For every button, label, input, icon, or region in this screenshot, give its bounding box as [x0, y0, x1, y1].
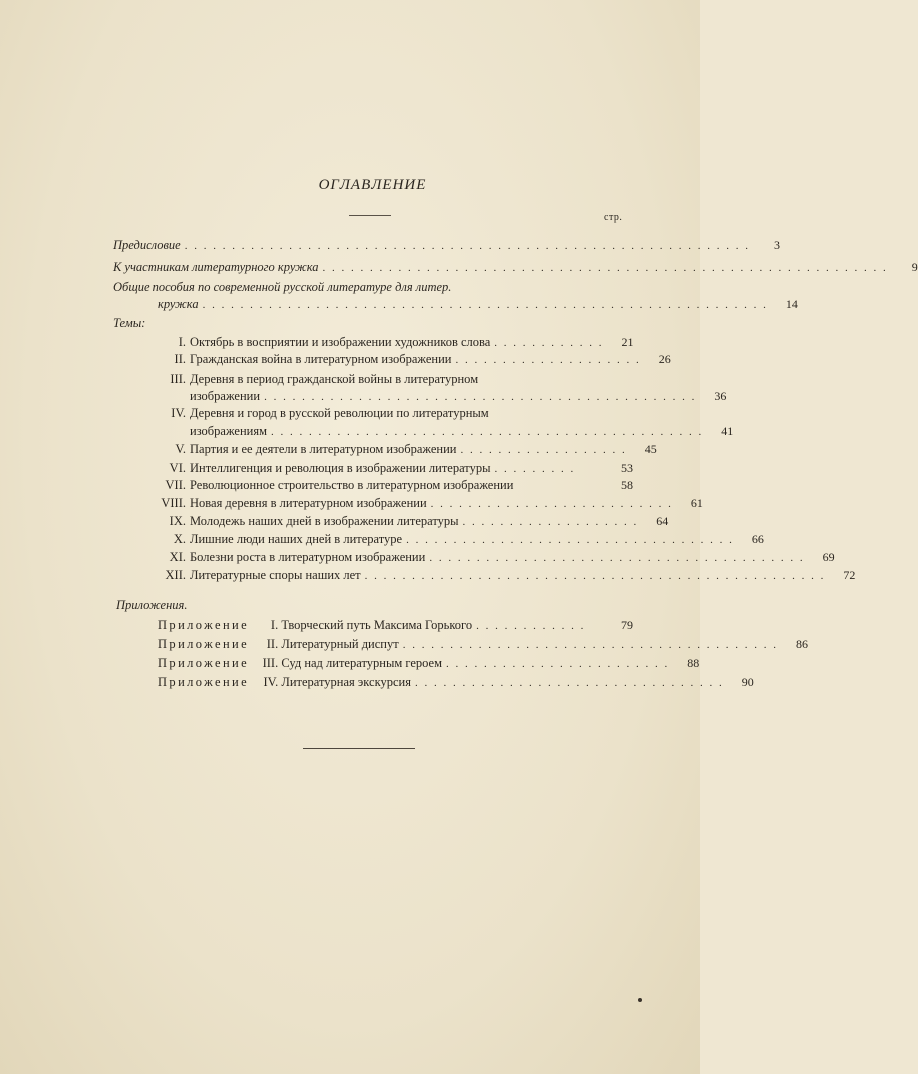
- toc-entry-page: 3: [773, 238, 780, 252]
- toc-entry-text: Партия и ее деятели в литературном изображении: [190, 442, 457, 456]
- toc-entry-text: Литературная экскурсия: [281, 675, 411, 689]
- toc-entry-page: 9: [911, 260, 918, 274]
- toc-entry-text-line1: IV. Деревня и город в русской революции по литературным: [142, 406, 489, 421]
- roman-numeral: II.: [174, 352, 186, 366]
- toc-entry-text: Молодежь наших дней в изображении литературы: [190, 514, 459, 528]
- leader-dots: . . . . . . . . . . . . . . . . . . . . . . . . . . . . . . . . . . . . . . . . . . . . . . . . . . . . . . . . . . . .: [322, 262, 888, 274]
- toc-entry-page: 69: [822, 550, 835, 564]
- leader-dots: . . . . . . . . . . . . . . . . . . . . . . . . . . . . . . . . .: [414, 677, 724, 689]
- leader-dots: . . . . . . . . . . . . . . . . . . .: [462, 516, 639, 528]
- toc-entry-text: Творческий путь Максима Горького: [281, 618, 473, 632]
- roman-numeral: VII.: [165, 478, 186, 492]
- toc-entry[interactable]: [158, 297, 798, 312]
- leader-dots: . . . . . . . . . . . .: [494, 337, 604, 349]
- leader-dots: . . . . . . . . . . . . . . . . . . . . . . . . . . . . . . . . . . . . . . . . . . . . . . . . . . . . . . . . . . . .: [184, 240, 750, 252]
- toc-entry-page: 14: [785, 297, 798, 311]
- toc-entry-text-line2: кружка: [158, 297, 199, 311]
- toc-entry[interactable]: [142, 478, 633, 493]
- leader-dots: . . . . . . . . . . . . . . . . . . . . . . . . . . . . . . . . . . . . . . . .: [429, 552, 805, 564]
- toc-entry-text: Суд над литературным героем: [281, 656, 442, 670]
- toc-entry-page: 61: [690, 496, 703, 510]
- toc-entry[interactable]: [113, 238, 780, 253]
- toc-entry-text: Предисловие: [113, 238, 181, 252]
- toc-entry[interactable]: [158, 618, 633, 633]
- leader-dots: . . . . . . . . .: [494, 463, 576, 475]
- roman-numeral: I.: [178, 335, 186, 349]
- toc-entry-text-line1: III. Деревня в период гражданской войны в литературном: [142, 372, 478, 387]
- leader-dots: . . . . . . . . . . . . . . . . . .: [460, 444, 627, 456]
- toc-entry-page: 88: [687, 656, 700, 670]
- toc-entry[interactable]: [142, 568, 856, 583]
- roman-numeral: IX.: [169, 514, 186, 528]
- toc-entry-page: 26: [658, 352, 671, 366]
- toc-entry-page: 66: [751, 532, 764, 546]
- paper-speck: [638, 998, 642, 1002]
- roman-numeral: I.: [270, 618, 279, 632]
- toc-entry[interactable]: [190, 389, 727, 404]
- toc-entry[interactable]: [142, 496, 703, 511]
- roman-numeral: III.: [170, 372, 186, 386]
- toc-entry-page: 90: [741, 675, 754, 689]
- appendix-heading: Приложения.: [116, 598, 188, 612]
- leader-dots: . . . . . . . . . . . . . . . . . . . . . . . . . . . . . . . . . . .: [406, 534, 734, 546]
- toc-entry-text: Октябрь в восприятии и изображении художников слова: [190, 335, 491, 349]
- roman-numeral: XII.: [165, 568, 186, 582]
- toc-entry-text-line1: Общие пособия по современной русской литературе для литер.: [113, 280, 452, 294]
- toc-entry[interactable]: [158, 637, 808, 652]
- toc-entry-text: Гражданская война в литературном изображении: [190, 352, 452, 366]
- toc-entry-text: Революционное строительство в литературном изображении: [190, 478, 514, 492]
- roman-numeral: XI.: [169, 550, 186, 564]
- roman-numeral: IV.: [263, 675, 279, 689]
- toc-entry[interactable]: [113, 260, 918, 275]
- toc-entry[interactable]: [158, 656, 700, 671]
- toc-entry-text: Лишние люди наших дней в литературе: [190, 532, 403, 546]
- leader-dots: . . . . . . . . . . . . . . . . . . . . . . . . . . . . . . . . . . . . . . . .: [402, 639, 778, 651]
- toc-entry-page: 45: [644, 442, 657, 456]
- toc-entry-page: 64: [656, 514, 669, 528]
- roman-numeral: X.: [173, 532, 186, 546]
- toc-entry-text-line2: изображении: [190, 389, 261, 403]
- toc-entry[interactable]: [142, 335, 633, 350]
- toc-entry[interactable]: [142, 461, 633, 476]
- toc-entry-page: 36: [714, 389, 727, 403]
- toc-entry-text: Болезни роста в литературном изображении: [190, 550, 426, 564]
- toc-entry-page: 21: [621, 335, 634, 349]
- toc-entry-text: Литературный диспут: [281, 637, 399, 651]
- leader-dots: . . . . . . . . . . . . . . . . . . . . . . . .: [446, 658, 670, 670]
- leader-dots: . . . . . . . . . . . . . . . . . . . . . . . . . . . . . . . . . . . . . . . . . . . . . . . . .: [364, 570, 826, 582]
- roman-numeral: III.: [262, 656, 279, 670]
- roman-numeral: VIII.: [161, 496, 186, 510]
- toc-entry[interactable]: [190, 424, 734, 439]
- leader-dots: . . . . . . . . . . . .: [476, 620, 586, 632]
- toc-entry[interactable]: [142, 532, 764, 547]
- appendix-label: Приложение: [158, 675, 250, 689]
- toc-entry-page: 58: [621, 478, 633, 492]
- roman-numeral: V.: [175, 442, 186, 456]
- roman-numeral: IV.: [171, 406, 186, 420]
- toc-entry-page: 86: [795, 637, 808, 651]
- title-rule: [349, 215, 391, 216]
- toc-entry[interactable]: [142, 514, 669, 529]
- appendix-label: Приложение: [158, 656, 250, 670]
- toc-entry-text: Интеллигенция и революция в изображении литературы: [190, 461, 491, 475]
- toc-entry[interactable]: [142, 442, 657, 457]
- leader-dots: . . . . . . . . . . . . . . . . . . . .: [455, 354, 641, 366]
- toc-entry-text: К участникам литературного кружка: [113, 260, 319, 274]
- page-title: ОГЛАВЛЕНИЕ: [318, 177, 427, 193]
- toc-entry-page: 72: [843, 568, 856, 582]
- appendix-label: Приложение: [158, 618, 250, 632]
- toc-entry-page: 53: [621, 461, 633, 475]
- toc-entry-text: Литературные споры наших лет: [190, 568, 361, 582]
- toc-entry[interactable]: [158, 675, 754, 690]
- toc-entry[interactable]: [142, 352, 671, 367]
- appendix-label: Приложение: [158, 637, 250, 651]
- roman-numeral: II.: [266, 637, 279, 651]
- page-column-label: стр.: [604, 212, 623, 223]
- closing-rule: [303, 748, 415, 749]
- leader-dots: . . . . . . . . . . . . . . . . . . . . . . . . . .: [430, 498, 673, 510]
- leader-dots: . . . . . . . . . . . . . . . . . . . . . . . . . . . . . . . . . . . . . . . . . . . . . .: [264, 391, 697, 403]
- toc-entry-text: Новая деревня в литературном изображении: [190, 496, 427, 510]
- toc-entry-text-line2: изображениям: [190, 424, 268, 438]
- roman-numeral: VI.: [169, 461, 186, 475]
- leader-dots: . . . . . . . . . . . . . . . . . . . . . . . . . . . . . . . . . . . . . . . . . . . . . . . . . . . . . . . . . . . .: [202, 299, 768, 311]
- toc-entry[interactable]: [142, 550, 835, 565]
- leader-dots: . . . . . . . . . . . . . . . . . . . . . . . . . . . . . . . . . . . . . . . . . . . . . .: [271, 426, 704, 438]
- toc-entry-page: 41: [721, 424, 734, 438]
- toc-entry-page: 79: [621, 618, 633, 632]
- themes-heading: Темы:: [113, 316, 146, 330]
